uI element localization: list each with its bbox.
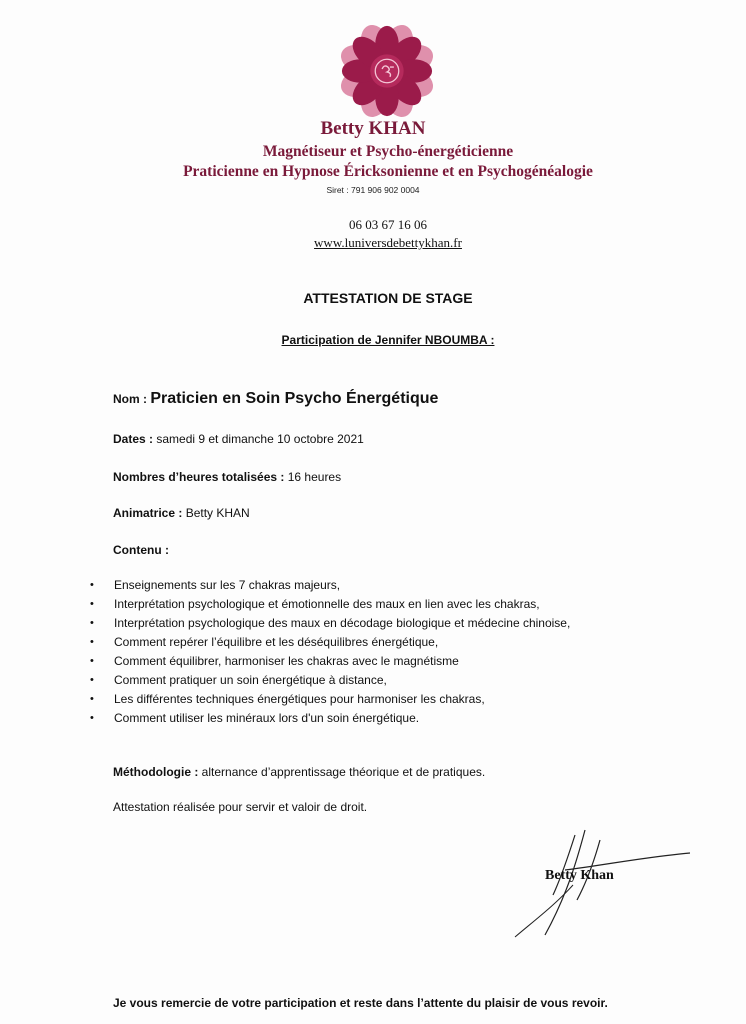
list-item: • Interprétation psychologique des maux en décodage biologique et médecine chinoise, <box>90 614 570 633</box>
list-item: • Interprétation psychologique et émotionnelle des maux en lien avec les chakras, <box>90 595 570 614</box>
author-title-2: Praticienne en Hypnose Éricksonienne et en Psychogénéalogie <box>183 163 593 180</box>
methodo-label: Méthodologie : <box>113 765 199 779</box>
participant-line: Participation de Jennifer NBOUMBA : <box>281 333 495 347</box>
animatrice-field <box>113 506 250 520</box>
list-item: • Comment équilibrer, harmoniser les chakras avec le magnétisme <box>90 652 570 671</box>
methodo-value: alternance d’apprentissage théorique et de pratiques. <box>201 765 486 779</box>
page-title: ATTESTATION DE STAGE <box>303 290 473 306</box>
dates-value: samedi 9 et dimanche 10 octobre 2021 <box>156 432 364 446</box>
attestation-statement: Attestation réalisée pour servir et valoir de droit. <box>113 800 368 814</box>
contenu-list <box>90 576 570 728</box>
nom-label: Nom : <box>113 392 147 406</box>
signature-name: Betty Khan <box>545 868 614 883</box>
author-title-1: Magnétiseur et Psycho-énergéticienne <box>262 143 514 160</box>
list-item: • Comment pratiquer un soin énergétique à distance, <box>90 671 570 690</box>
dates-label: Dates : <box>113 432 154 446</box>
lotus-logo-icon <box>338 22 436 120</box>
website-link[interactable]: www.luniversdebettykhan.fr <box>314 235 462 250</box>
nom-field <box>113 390 438 408</box>
nom-value: Praticien en Soin Psycho Énergétique <box>150 390 439 407</box>
methodo-field <box>113 765 485 779</box>
contenu-label: Contenu : <box>113 543 169 557</box>
closing-note: Je vous remercie de votre participation et reste dans l’attente du plaisir de vous revoir. <box>113 996 608 1010</box>
list-item: • Comment repérer l’équilibre et les déséquilibres énergétique, <box>90 633 570 652</box>
list-item: • Comment utiliser les minéraux lors d'un soin énergétique. <box>90 709 570 728</box>
author-name: Betty KHAN <box>320 118 426 139</box>
list-item: • Les différentes techniques énergétiques pour harmoniser les chakras, <box>90 690 570 709</box>
hours-label: Nombres d’heures totalisées : <box>113 470 285 484</box>
phone-number: 06 03 67 16 06 <box>349 217 427 232</box>
animatrice-value: Betty KHAN <box>185 506 250 520</box>
hours-value: 16 heures <box>287 470 342 484</box>
hours-field <box>113 470 341 484</box>
animatrice-label: Animatrice : <box>113 506 183 520</box>
siret: Siret : 791 906 902 0004 <box>326 185 420 195</box>
dates-field <box>113 432 364 446</box>
list-item: • Enseignements sur les 7 chakras majeurs, <box>90 576 570 595</box>
